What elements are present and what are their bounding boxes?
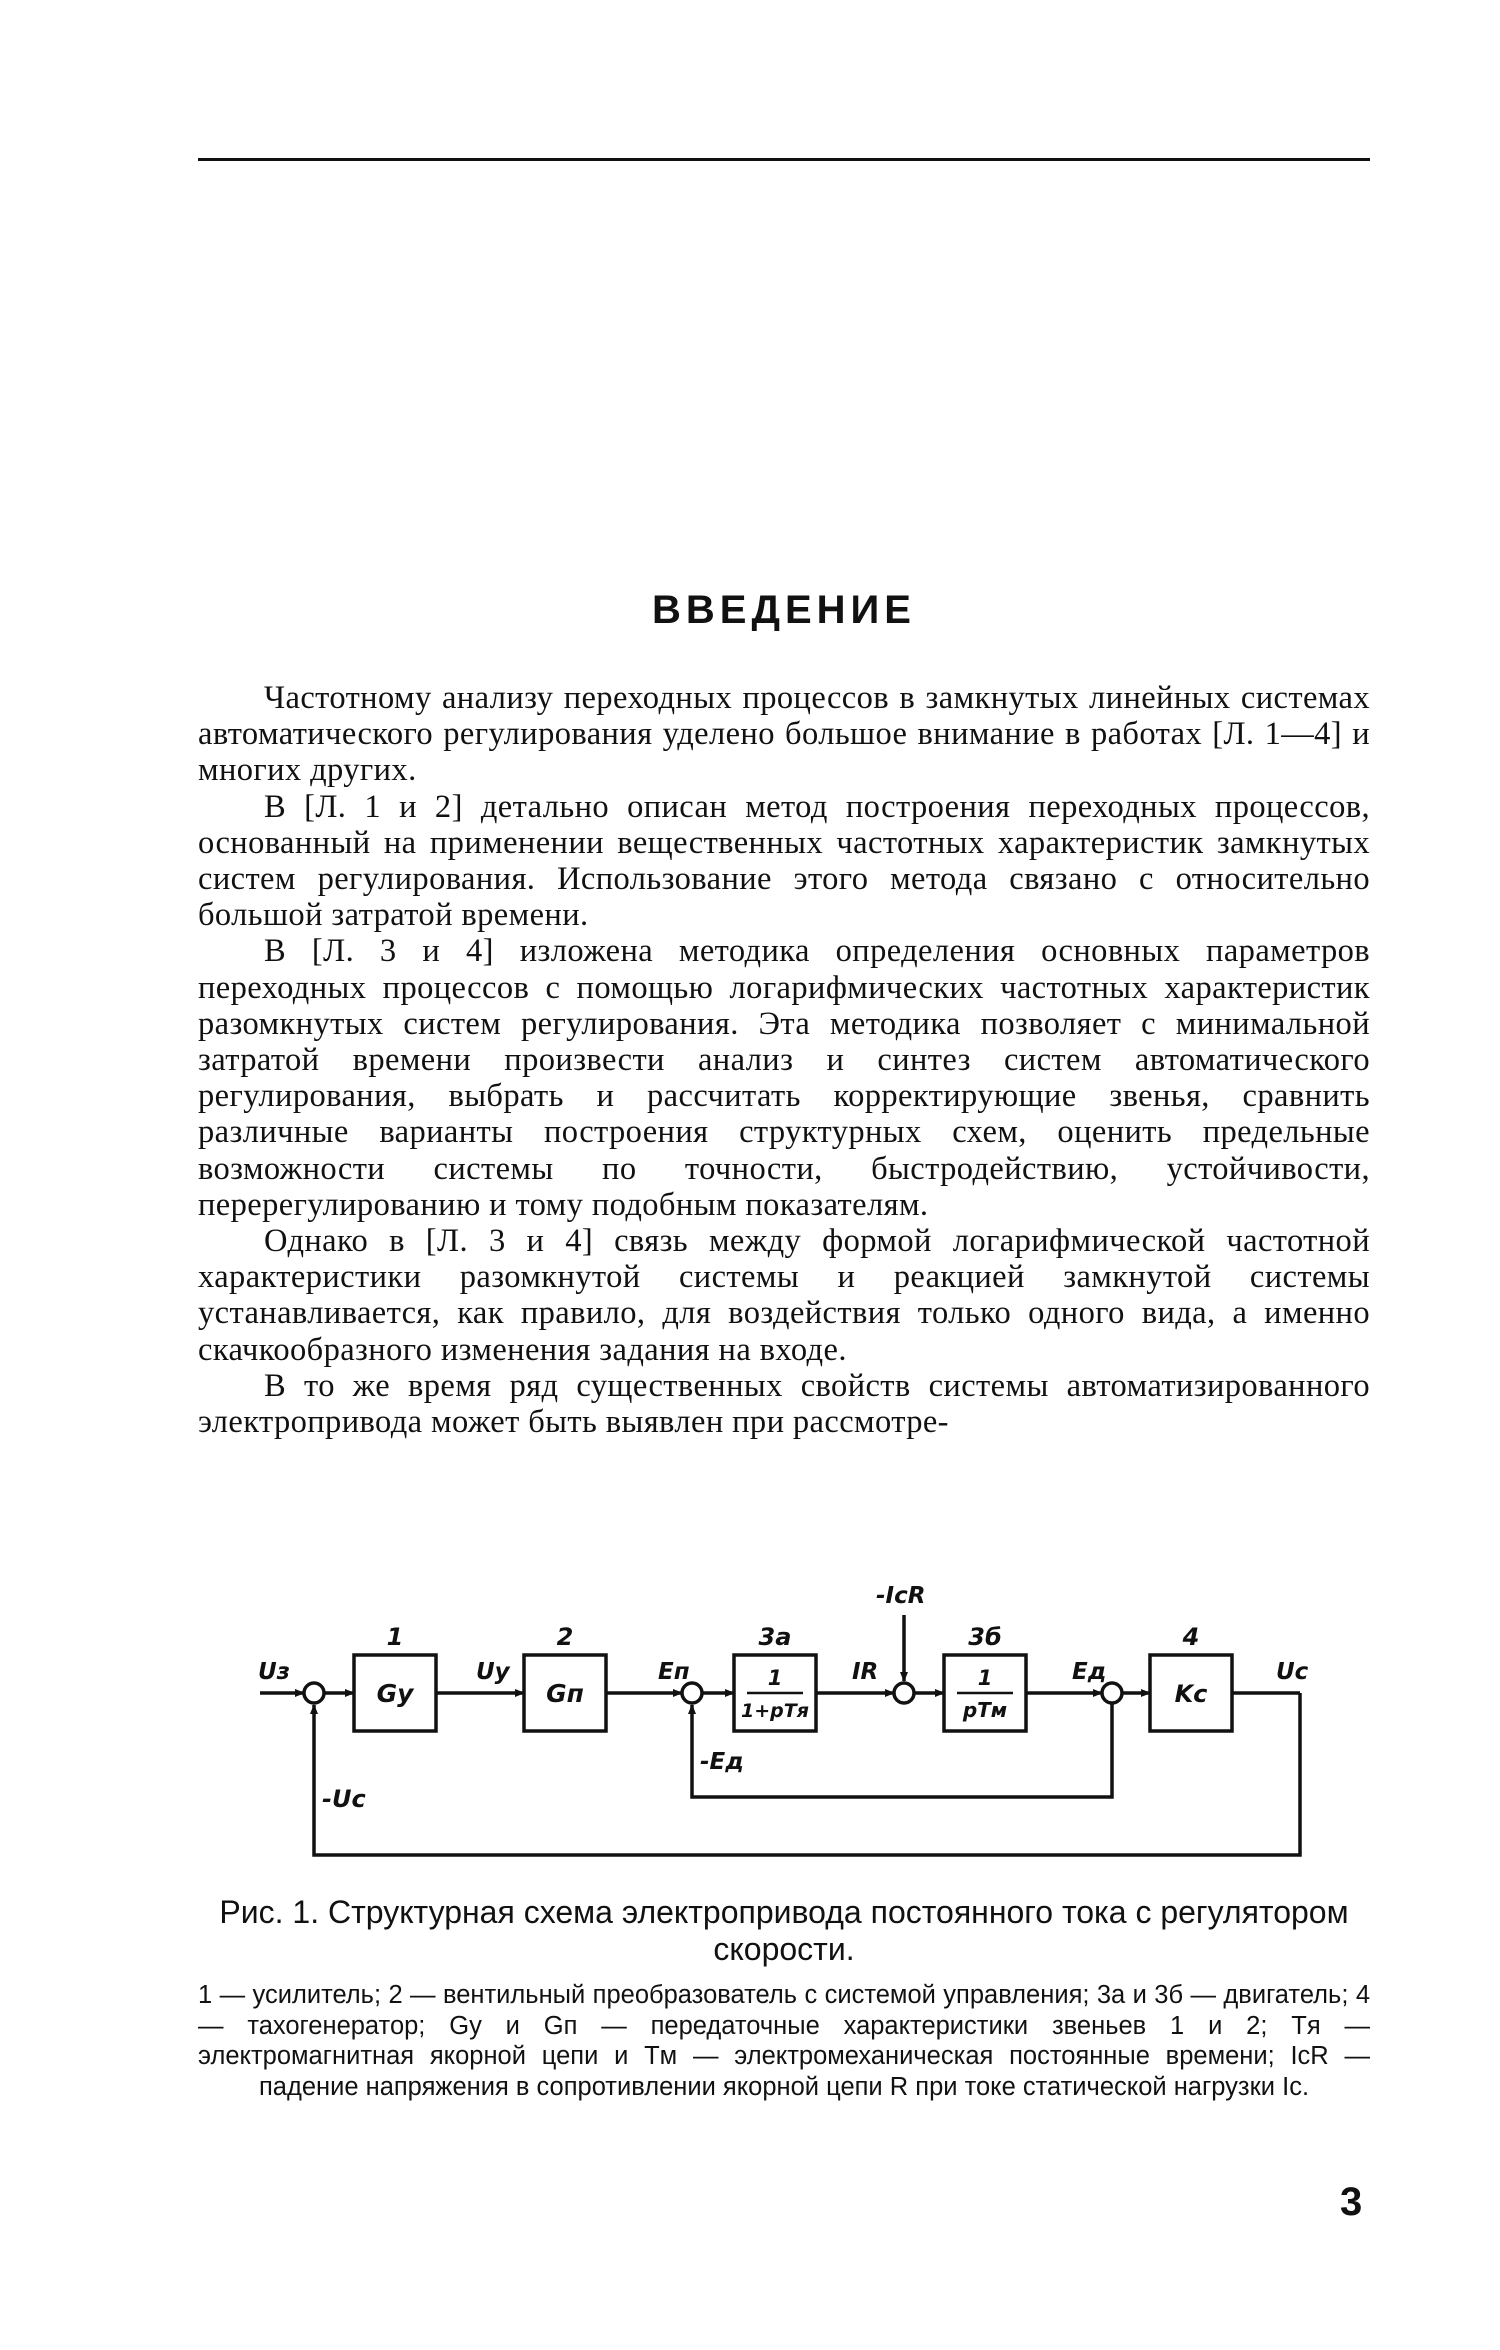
block-2-label: Gп [546, 1679, 584, 1708]
paragraph-1: Частотному анализу переходных процессов в замкнутых линейных системах автоматического регулирования уделено большое внимание в работах [Л. 1—4] и многих других. [198, 680, 1370, 789]
paragraph-4: Однако в [Л. 3 и 4] связь между формой логарифмической частотной характеристики разомкнутой системы и реакцией замкнутой системы устанавливается, как правило, для воздействия только одного вида, а именно скачкообразного изменения задания на входе. [198, 1223, 1370, 1368]
page-heading: ВВЕДЕНИЕ [652, 588, 916, 632]
signal-output-label: Uс [1276, 1659, 1309, 1685]
figure-caption-legend: 1 — усилитель; 2 — вентильный преобразователь с системой управления; 3а и 3б — двигатель; 4 — тахогенератор; Gу и Gп — передаточные характеристики звеньев 1 и 2; Tя — электромагнитная якорной цепи и Tм — электромеханическая постоянные времени; IсR — падение напряжения в сопротивлении якорной цепи R при токе статической нагрузки Iс. [198, 1981, 1370, 2101]
top-rule [198, 158, 1370, 161]
signal-uy-label: Uy [476, 1659, 510, 1685]
block-number-3b: 3б [968, 1623, 1002, 1651]
block-diagram-svg [250, 1555, 1320, 1870]
paragraph-3: В [Л. 3 и 4] изложена методика определения основных параметров переходных процессов с помощью логарифмических частотных характеристик разомкнутых систем регулирования. Эта методика позволяет с минимальной затратой времени произвести анализ и синтез систем автоматического регулирования, выбрать и рассчитать корректирующие звенья, сравнить различные варианты построения структурных схем, оценить предельные возможности системы по точности, быстродействию, устойчивости, перерегулированию и тому подобным показателям. [198, 933, 1370, 1223]
paragraph-2: В [Л. 1 и 2] детально описан метод построения переходных процессов, основанный на применении вещественных частотных характеристик замкнутых систем регулирования. Использование этого метода связано с относительно большой затратой времени. [198, 788, 1370, 934]
inner-feedback-label: -Eд [700, 1749, 744, 1775]
paragraph-5: В то же время ряд существенных свойств системы автоматизированного электропривода может быть выявлен при рассмотре- [198, 1367, 1370, 1441]
signal-ir-label: IR [852, 1659, 879, 1685]
block-number-4: 4 [1182, 1623, 1200, 1651]
summing-junction-2 [682, 1683, 702, 1703]
body-text [198, 680, 1370, 1440]
signal-input-label: Uз [258, 1659, 291, 1685]
block-number-3a: 3а [758, 1623, 792, 1651]
block-diagram [250, 1555, 1320, 1870]
signal-load-label: -IсR [876, 1583, 926, 1609]
outer-feedback-label: -Uс [322, 1785, 366, 1813]
block-number-1: 1 [386, 1623, 404, 1651]
block-number-2: 2 [556, 1623, 574, 1651]
block-1-label: Gy [376, 1679, 414, 1708]
block-4-label: Kc [1174, 1680, 1208, 1708]
figure-caption-title: Рис. 1. Структурная схема электропривода постоянного тока с регулятором скорости. [219, 1894, 1349, 1967]
page-number: 3 [1340, 2180, 1363, 2224]
block-3a-denominator: 1+pTя [741, 1700, 809, 1722]
summing-junction-1 [304, 1683, 324, 1703]
summing-junction-3 [894, 1683, 914, 1703]
signal-eps-d-label: Eд [1072, 1659, 1107, 1685]
block-3b-denominator: pTм [962, 1698, 1008, 1722]
signal-eps-p-label: Eп [658, 1659, 690, 1685]
summing-junction-4 [1102, 1683, 1122, 1703]
block-3a-numerator: 1 [767, 1666, 783, 1690]
block-3b-numerator: 1 [977, 1666, 993, 1690]
